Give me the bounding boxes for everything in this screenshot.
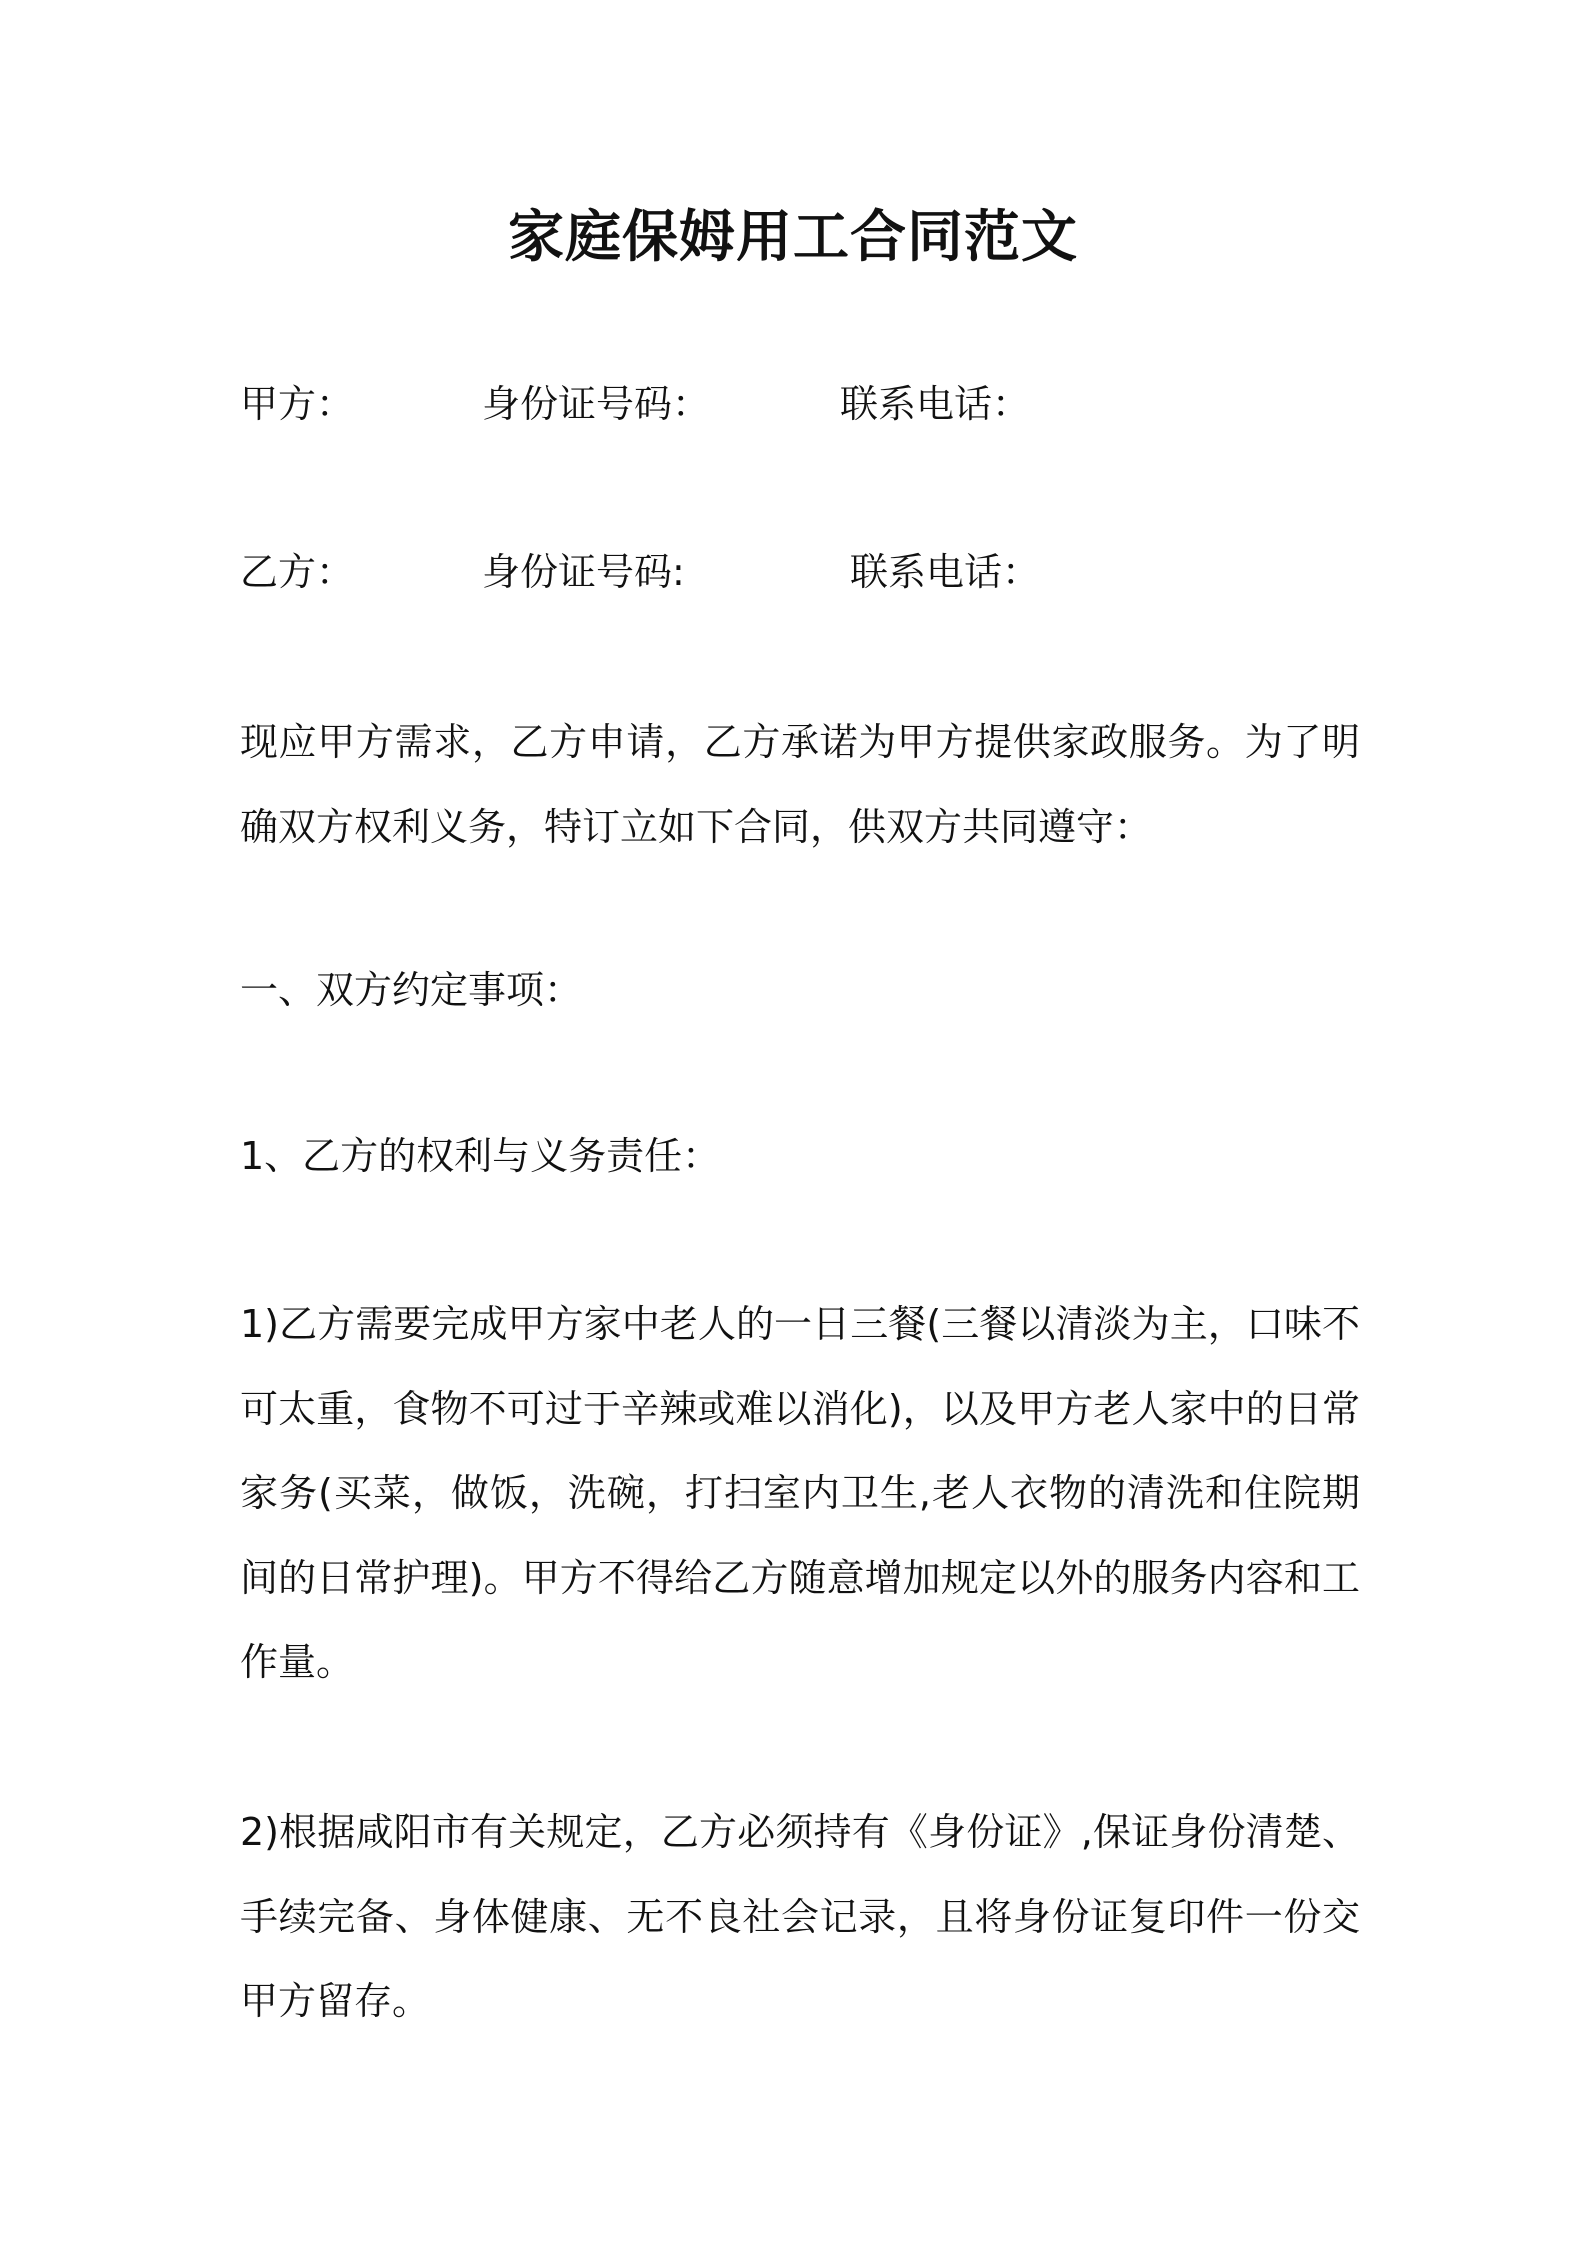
- item-2-paragraph: 2)根据咸阳市有关规定，乙方必须持有《身份证》,保证身份清楚、手续完备、身体健康、无不良社会记录，且将身份证复印件一份交甲方留存。: [240, 1810, 1360, 2023]
- party-b-label: 乙方：: [240, 550, 355, 594]
- subsection-1-heading: 1、乙方的权利与义务责任：: [240, 1134, 721, 1178]
- section-1-heading: 一、双方约定事项：: [240, 968, 583, 1012]
- item-1-paragraph: 1)乙方需要完成甲方家中老人的一日三餐(三餐以清淡为主，口味不可太重，食物不可过于辛辣或难以消化)，以及甲方老人家中的日常家务(买菜，做饭，洗碗，打扫室内卫生,老人衣物的清洗和住院期间的日常护理)。甲方不得给乙方随意增加规定以外的服务内容和工作量。: [240, 1302, 1360, 1684]
- party-a-phone-label: 联系电话：: [840, 382, 1031, 426]
- document-title: 家庭保姆用工合同范文: [508, 205, 1078, 270]
- party-b-id-label: 身份证号码:: [482, 550, 685, 594]
- party-b-phone-label: 联系电话：: [850, 550, 1041, 594]
- party-a-id-label: 身份证号码：: [482, 382, 711, 426]
- party-a-label: 甲方：: [240, 382, 355, 426]
- intro-paragraph: 现应甲方需求，乙方申请，乙方承诺为甲方提供家政服务。为了明确双方权利义务，特订立如下合同，供双方共同遵守：: [240, 720, 1360, 849]
